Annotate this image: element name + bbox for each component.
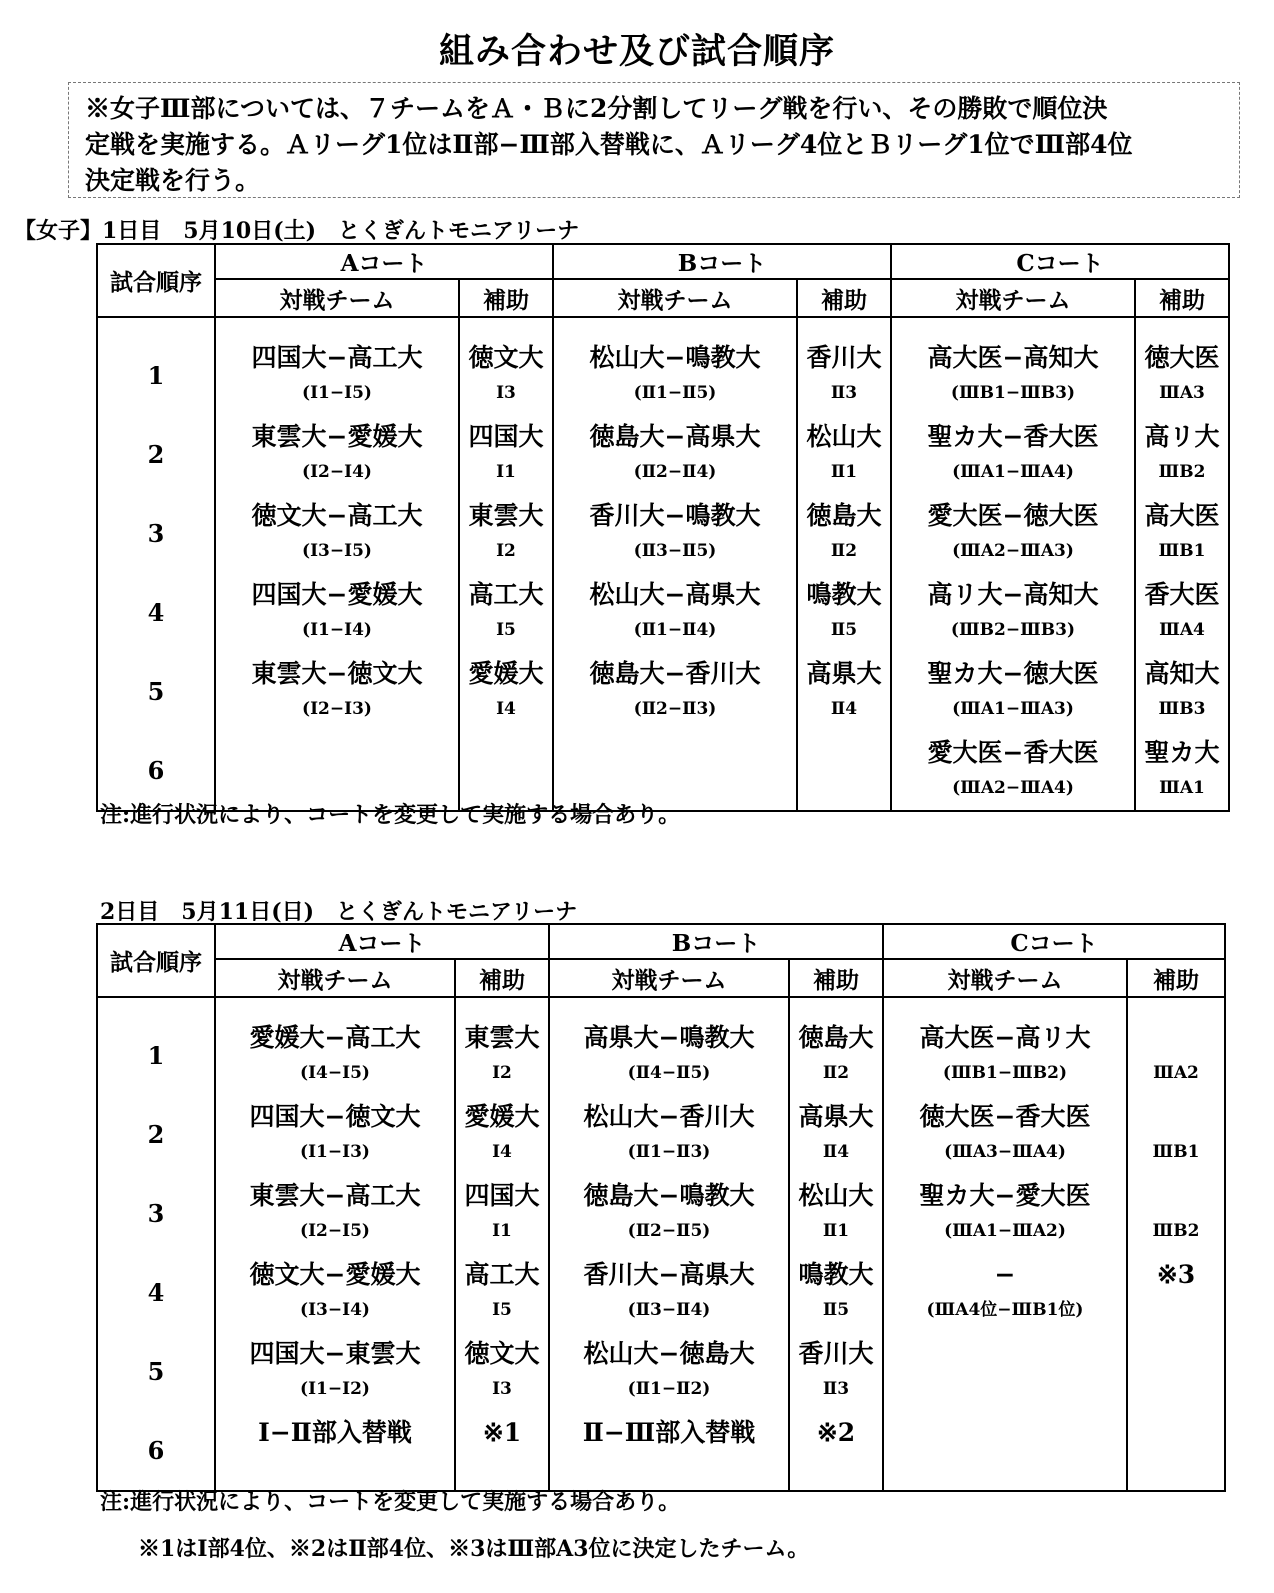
- match-code: (Ⅱ1−Ⅱ3): [627, 1142, 711, 1162]
- match-code: (Ⅱ2−Ⅱ4): [633, 462, 717, 482]
- match-teams: 聖カ大−愛大医: [919, 1181, 1091, 1210]
- assist-cell: [456, 1016, 548, 1095]
- assist-cell: [1128, 1095, 1224, 1174]
- match-code: (Ⅰ1−Ⅰ4): [302, 620, 372, 640]
- match-cell: [550, 1174, 788, 1253]
- match-cell: [216, 1095, 454, 1174]
- notice-box: [68, 82, 1240, 198]
- assist-cell: [1128, 1016, 1224, 1095]
- match-code: (ⅢA1−ⅢA4): [952, 462, 1074, 482]
- match-teams: 松山大−香川大: [583, 1102, 755, 1131]
- match-teams: 愛媛大−高工大: [249, 1023, 421, 1052]
- match-cell: [884, 1016, 1126, 1095]
- assist-team: 高大医: [1144, 501, 1220, 530]
- assist-team: 徳島大: [798, 1023, 874, 1052]
- assist-team: 徳島大: [806, 501, 882, 530]
- court-a-header: Aコート: [215, 244, 553, 279]
- assist-code: Ⅰ5: [496, 620, 516, 640]
- day2-footnote: ※1はⅠ部4位、※2はⅡ部4位、※3はⅢ部A3位に決定したチーム。: [138, 1536, 810, 1562]
- match-teams: 松山大−高県大: [589, 580, 761, 609]
- assist-cell: [798, 494, 890, 573]
- assist-cell: [1136, 573, 1228, 652]
- court-a-match-column: [215, 997, 455, 1491]
- match-order-number: 4: [147, 1278, 165, 1307]
- assist-code: Ⅰ5: [492, 1300, 512, 1320]
- match-code: (Ⅱ1−Ⅱ4): [633, 620, 717, 640]
- match-teams: 東雲大−高工大: [249, 1181, 421, 1210]
- assist-code: Ⅰ2: [496, 541, 516, 561]
- assist-header: 補助: [1127, 959, 1225, 997]
- assist-code: Ⅰ2: [492, 1063, 512, 1083]
- match-teams: 聖カ大−香大医: [927, 422, 1099, 451]
- match-cell: [892, 652, 1134, 731]
- match-order-number: 3: [147, 519, 165, 548]
- match-teams: 高大医−高リ大: [919, 1023, 1091, 1052]
- court-b-assist-column: [797, 317, 891, 811]
- assist-cell: [790, 1411, 882, 1490]
- assist-header: 補助: [797, 279, 891, 317]
- court-c-header: Cコート: [891, 244, 1229, 279]
- court-c-assist-column: [1135, 317, 1229, 811]
- assist-code: Ⅰ4: [492, 1142, 512, 1162]
- table-body-row: [97, 317, 1229, 811]
- court-b-header: Bコート: [553, 244, 891, 279]
- match-teams: 四国大−愛媛大: [251, 580, 423, 609]
- assist-team: 松山大: [806, 422, 882, 451]
- match-cell: [216, 1253, 454, 1332]
- match-teams: 徳島大−香川大: [589, 659, 761, 688]
- assist-team: ※3: [1156, 1260, 1196, 1289]
- match-header: 対戦チーム: [215, 279, 459, 317]
- court-b-assist-column: [789, 997, 883, 1491]
- order-column: [97, 317, 215, 811]
- match-teams: 聖カ大−徳大医: [927, 659, 1099, 688]
- match-teams: Ⅰ−Ⅱ部入替戦: [258, 1418, 412, 1447]
- match-header: 対戦チーム: [549, 959, 789, 997]
- assist-team: ※2: [816, 1418, 856, 1447]
- assist-team: 香大医: [1144, 580, 1220, 609]
- assist-team: 高県大: [806, 659, 882, 688]
- match-code: (Ⅰ1−Ⅰ5): [302, 383, 372, 403]
- assist-code: ⅢB2: [1158, 462, 1206, 482]
- assist-cell: [456, 1332, 548, 1411]
- match-cell: [554, 573, 796, 652]
- assist-cell: [790, 1095, 882, 1174]
- assist-cell: [460, 652, 552, 731]
- match-code: (Ⅱ2−Ⅱ3): [633, 699, 717, 719]
- assist-cell: [790, 1332, 882, 1411]
- assist-team: 聖カ大: [1144, 738, 1220, 767]
- day2-schedule-table: [96, 923, 1226, 1492]
- match-cell: [216, 1411, 454, 1490]
- assist-code: ⅢA1: [1159, 778, 1205, 798]
- match-cell: [892, 731, 1134, 810]
- match-code: (Ⅰ2−Ⅰ3): [302, 699, 372, 719]
- match-order-number: 5: [147, 1357, 165, 1386]
- assist-team: 四国大: [468, 422, 544, 451]
- assist-cell: [460, 336, 552, 415]
- assist-team: 高工大: [468, 580, 544, 609]
- assist-team: 香川大: [806, 343, 882, 372]
- match-cell: [554, 652, 796, 731]
- assist-cell: [1128, 1411, 1224, 1490]
- assist-cell: [460, 494, 552, 573]
- match-cell: [550, 1332, 788, 1411]
- match-cell: [892, 573, 1134, 652]
- assist-cell: [456, 1095, 548, 1174]
- assist-cell: [1128, 1332, 1224, 1411]
- assist-code: Ⅱ3: [822, 1379, 850, 1399]
- assist-header: 補助: [789, 959, 883, 997]
- match-code: (ⅢB2−ⅢB3): [950, 620, 1076, 640]
- match-code: (Ⅰ2−Ⅰ5): [300, 1221, 370, 1241]
- assist-cell: [1136, 415, 1228, 494]
- match-cell: [216, 494, 458, 573]
- match-order-number: 4: [147, 598, 165, 627]
- assist-code: Ⅰ1: [496, 462, 516, 482]
- assist-code: Ⅰ1: [492, 1221, 512, 1241]
- match-code: (Ⅱ1−Ⅱ2): [627, 1379, 711, 1399]
- assist-code: Ⅱ3: [830, 383, 858, 403]
- match-code: (Ⅰ1−Ⅰ2): [300, 1379, 370, 1399]
- assist-cell: [1128, 1174, 1224, 1253]
- notice-line: 定戦を実施する。Ａリーグ1位はⅡ部−Ⅲ部入替戦に、Ａリーグ4位とＢリーグ1位でⅢ部4位: [85, 130, 1133, 159]
- match-code: (ⅢB1−ⅢB3): [950, 383, 1076, 403]
- assist-code: ⅢB1: [1158, 541, 1206, 561]
- match-code: (Ⅱ3−Ⅱ5): [633, 541, 717, 561]
- match-code: (Ⅰ4−Ⅰ5): [300, 1063, 370, 1083]
- match-teams: 愛大医−徳大医: [927, 501, 1099, 530]
- assist-team: 高県大: [798, 1102, 874, 1131]
- match-teams: 徳文大−愛媛大: [249, 1260, 421, 1289]
- match-teams: 高大医−高知大: [927, 343, 1099, 372]
- court-b-match-column: [549, 997, 789, 1491]
- match-cell: [884, 1253, 1126, 1332]
- assist-code: Ⅰ3: [492, 1379, 512, 1399]
- assist-team: 愛媛大: [464, 1102, 540, 1131]
- match-code: (ⅢB1−ⅢB2): [942, 1063, 1068, 1083]
- match-teams: 香川大−高県大: [583, 1260, 755, 1289]
- page-title: 組み合わせ及び試合順序: [438, 31, 835, 72]
- notice-line: 決定戦を行う。: [85, 166, 261, 195]
- assist-code: ⅢB3: [1158, 699, 1206, 719]
- assist-cell: [790, 1174, 882, 1253]
- assist-cell: [790, 1253, 882, 1332]
- day1-label: 【女子】1日目 5月10日(土) とくぎんトモニアリーナ: [14, 218, 580, 244]
- match-cell: [892, 415, 1134, 494]
- match-teams: 香川大−鳴教大: [589, 501, 761, 530]
- match-teams: 徳島大−高県大: [589, 422, 761, 451]
- day2-label: 2日目 5月11日(日) とくぎんトモニアリーナ: [100, 899, 578, 925]
- assist-header: 補助: [1135, 279, 1229, 317]
- assist-code: Ⅰ4: [496, 699, 516, 719]
- assist-code: ⅢB2: [1152, 1221, 1200, 1241]
- assist-team: 香川大: [798, 1339, 874, 1368]
- match-teams: −: [994, 1260, 1016, 1289]
- match-order-number: 5: [147, 677, 165, 706]
- assist-header: 補助: [455, 959, 549, 997]
- assist-cell: [790, 1016, 882, 1095]
- assist-team: 高工大: [464, 1260, 540, 1289]
- court-a-assist-column: [455, 997, 549, 1491]
- match-header: 対戦チーム: [883, 959, 1127, 997]
- match-teams: 高リ大−高知大: [927, 580, 1099, 609]
- court-b-match-column: [553, 317, 797, 811]
- match-code: (ⅢA3−ⅢA4): [944, 1142, 1066, 1162]
- match-cell: [216, 415, 458, 494]
- match-cell: [554, 494, 796, 573]
- assist-team: 高リ大: [1144, 422, 1220, 451]
- match-cell: [216, 1332, 454, 1411]
- assist-code: Ⅱ4: [830, 699, 858, 719]
- match-order-number: 6: [147, 1436, 165, 1465]
- match-header: 対戦チーム: [553, 279, 797, 317]
- match-cell: [550, 1016, 788, 1095]
- day1-note: 注:進行状況により、コートを変更して実施する場合あり。: [100, 802, 681, 828]
- assist-team: 徳文大: [468, 343, 544, 372]
- assist-cell: [1136, 731, 1228, 810]
- match-header: 対戦チーム: [215, 959, 455, 997]
- match-cell: [216, 1174, 454, 1253]
- assist-code: Ⅱ5: [830, 620, 858, 640]
- assist-team: 四国大: [464, 1181, 540, 1210]
- assist-cell: [1136, 336, 1228, 415]
- match-cell: [884, 1411, 1126, 1490]
- assist-cell: [456, 1253, 548, 1332]
- match-cell: [884, 1332, 1126, 1411]
- assist-team: 鳴教大: [798, 1260, 874, 1289]
- match-teams: 東雲大−愛媛大: [251, 422, 423, 451]
- assist-code: ⅢA3: [1159, 383, 1205, 403]
- assist-code: Ⅱ1: [822, 1221, 850, 1241]
- assist-cell: [798, 731, 890, 810]
- assist-code: Ⅱ2: [822, 1063, 850, 1083]
- match-code: (ⅢA2−ⅢA3): [952, 541, 1074, 561]
- assist-cell: [456, 1174, 548, 1253]
- assist-cell: [1136, 652, 1228, 731]
- match-code: (Ⅱ4−Ⅱ5): [627, 1063, 711, 1083]
- assist-team: 鳴教大: [806, 580, 882, 609]
- match-cell: [892, 336, 1134, 415]
- assist-cell: [798, 652, 890, 731]
- assist-code: Ⅱ2: [830, 541, 858, 561]
- match-teams: 徳島大−鳴教大: [583, 1181, 755, 1210]
- day2-note: 注:進行状況により、コートを変更して実施する場合あり。: [100, 1489, 681, 1515]
- match-teams: 松山大−鳴教大: [589, 343, 761, 372]
- day1-schedule-table: [96, 243, 1230, 812]
- match-order-number: 2: [147, 440, 165, 469]
- match-header: 対戦チーム: [891, 279, 1135, 317]
- assist-cell: [460, 415, 552, 494]
- assist-code: ⅢA4: [1159, 620, 1205, 640]
- match-cell: [554, 336, 796, 415]
- match-teams: 四国大−東雲大: [249, 1339, 421, 1368]
- assist-cell: [798, 573, 890, 652]
- order-header: 試合順序: [97, 924, 215, 997]
- match-cell: [216, 652, 458, 731]
- match-code: (ⅢA2−ⅢA4): [952, 778, 1074, 798]
- match-order-number: 6: [147, 756, 165, 785]
- match-cell: [554, 415, 796, 494]
- court-c-header: Cコート: [883, 924, 1225, 959]
- assist-cell: [460, 573, 552, 652]
- match-teams: 松山大−徳島大: [583, 1339, 755, 1368]
- match-code: (ⅢA1−ⅢA2): [944, 1221, 1066, 1241]
- match-code: (Ⅰ1−Ⅰ3): [300, 1142, 370, 1162]
- match-teams: 四国大−徳文大: [249, 1102, 421, 1131]
- match-code: (Ⅰ3−Ⅰ4): [300, 1300, 370, 1320]
- match-order-number: 1: [147, 1041, 165, 1070]
- match-cell: [884, 1095, 1126, 1174]
- court-a-assist-column: [459, 317, 553, 811]
- notice-line: ※女子Ⅲ部については、７チームをＡ・Ｂに2分割してリーグ戦を行い、その勝敗で順位決: [85, 94, 1108, 123]
- match-order-number: 2: [147, 1120, 165, 1149]
- assist-team: 東雲大: [464, 1023, 540, 1052]
- match-teams: 高県大−鳴教大: [583, 1023, 755, 1052]
- court-b-header: Bコート: [549, 924, 883, 959]
- assist-header: 補助: [459, 279, 553, 317]
- assist-code: Ⅰ3: [496, 383, 516, 403]
- match-cell: [216, 573, 458, 652]
- court-c-match-column: [891, 317, 1135, 811]
- order-column: [97, 997, 215, 1491]
- assist-team: 東雲大: [468, 501, 544, 530]
- match-code: (Ⅰ3−Ⅰ5): [302, 541, 372, 561]
- court-c-assist-column: [1127, 997, 1225, 1491]
- assist-cell: [1136, 494, 1228, 573]
- court-a-match-column: [215, 317, 459, 811]
- match-cell: [892, 494, 1134, 573]
- assist-team: 松山大: [798, 1181, 874, 1210]
- match-cell: [216, 1016, 454, 1095]
- assist-cell: [456, 1411, 548, 1490]
- assist-code: Ⅱ4: [822, 1142, 850, 1162]
- match-cell: [550, 1411, 788, 1490]
- match-code: (Ⅰ2−Ⅰ4): [302, 462, 372, 482]
- assist-code: Ⅱ5: [822, 1300, 850, 1320]
- assist-cell: [798, 415, 890, 494]
- order-header: 試合順序: [97, 244, 215, 317]
- match-code: (ⅢA1−ⅢA3): [952, 699, 1074, 719]
- assist-team: 高知大: [1144, 659, 1220, 688]
- match-teams: 四国大−高工大: [251, 343, 423, 372]
- court-a-header: Aコート: [215, 924, 549, 959]
- assist-team: 徳文大: [464, 1339, 540, 1368]
- match-cell: [550, 1095, 788, 1174]
- match-teams: 愛大医−香大医: [927, 738, 1099, 767]
- match-cell: [550, 1253, 788, 1332]
- assist-team: 愛媛大: [468, 659, 544, 688]
- match-teams: Ⅱ−Ⅲ部入替戦: [582, 1418, 756, 1447]
- match-teams: 徳大医−香大医: [919, 1102, 1091, 1131]
- match-order-number: 1: [147, 361, 165, 390]
- match-cell: [216, 336, 458, 415]
- match-teams: 徳文大−高工大: [251, 501, 423, 530]
- match-code: (Ⅱ3−Ⅱ4): [627, 1300, 711, 1320]
- match-code: (ⅢA4位−ⅢB1位): [926, 1300, 1084, 1320]
- match-code: (Ⅱ2−Ⅱ5): [627, 1221, 711, 1241]
- match-cell: [884, 1174, 1126, 1253]
- assist-team: ※1: [482, 1418, 522, 1447]
- assist-code: Ⅱ1: [830, 462, 858, 482]
- assist-cell: [798, 336, 890, 415]
- assist-code: ⅢB1: [1152, 1142, 1200, 1162]
- match-order-number: 3: [147, 1199, 165, 1228]
- assist-cell: [1128, 1253, 1224, 1332]
- match-teams: 東雲大−徳文大: [251, 659, 423, 688]
- assist-team: 徳大医: [1144, 343, 1220, 372]
- court-c-match-column: [883, 997, 1127, 1491]
- table-body-row: [97, 997, 1225, 1491]
- assist-code: ⅢA2: [1153, 1063, 1199, 1083]
- match-code: (Ⅱ1−Ⅱ5): [633, 383, 717, 403]
